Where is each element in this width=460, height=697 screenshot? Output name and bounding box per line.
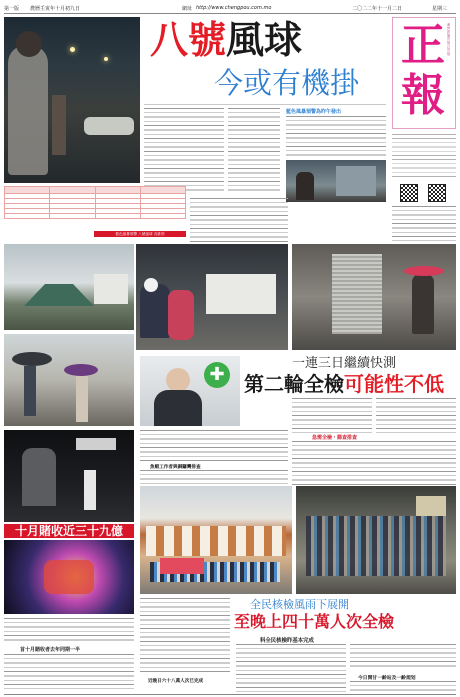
- story3-body-2: [350, 644, 456, 670]
- lead-headline-black: 風球: [226, 17, 303, 62]
- story4-subhead: 首十月賭收者去年同期一半: [20, 647, 81, 653]
- story3-kicker: 全民核檢風雨下展開: [250, 598, 349, 611]
- table-caption: 藍色風暴預警 八號風球 各級別: [94, 231, 186, 237]
- masthead-side-note: 澳門新聞出版社出版: [447, 23, 451, 56]
- lead-body-4: [392, 206, 456, 242]
- story2-headline: [244, 372, 444, 396]
- masthead-info: [392, 134, 456, 178]
- story3-body-4: [140, 598, 230, 674]
- colonnade-queue-photo: [140, 486, 292, 594]
- page-header: [4, 4, 456, 13]
- qr-codes: [398, 184, 450, 204]
- rain-night-photo: [4, 17, 140, 183]
- masthead-logo-1: 正: [401, 20, 445, 71]
- story2-body-2: [376, 398, 456, 434]
- store-shutter-photo: [292, 244, 456, 350]
- story3-caption-box: 近晚日六十八萬人次已完成: [148, 679, 204, 684]
- site-label: 網址: [182, 6, 193, 12]
- tent-photo: [4, 244, 134, 330]
- story3-headline: 至晚上四十萬人次全檢: [234, 612, 395, 631]
- official-portrait-photo: [140, 356, 240, 426]
- night-queue-photo: [296, 486, 456, 594]
- motorbike-truck-photo: [136, 244, 288, 350]
- side-box-body: [286, 116, 386, 156]
- weekday: 星期三: [432, 6, 448, 12]
- story3-body-3: [350, 681, 456, 693]
- story2-body-4: [140, 430, 288, 462]
- issue-date: 二〇二二年十一月二日: [352, 6, 403, 12]
- lead-headline: [150, 18, 302, 62]
- site-url[interactable]: http://www.chengpou.com.mo: [196, 5, 272, 11]
- story2-headline-red: 可能性不低: [344, 372, 444, 396]
- story3-body-1: [236, 644, 346, 692]
- story2-subhead2: 魚蝦工作者與銅鑼灣排查: [150, 465, 201, 470]
- qr-code-icon: [400, 184, 418, 202]
- header-rule: [4, 13, 456, 14]
- story2-headline-black: 第二輪全檢: [244, 372, 344, 396]
- story2-body-3: [292, 441, 456, 487]
- story4-headline: 十月賭收近三十九億: [4, 524, 134, 538]
- typhoon-street-photo: [286, 160, 386, 202]
- health-logo-icon: ✚: [204, 362, 230, 388]
- lead-body-2: [228, 108, 280, 194]
- lead-body-1: [144, 108, 224, 194]
- story2-subhead: 急需全檢・篩查排查: [312, 435, 358, 441]
- story4-body-1: [4, 618, 134, 642]
- night-game-photo: [4, 430, 134, 522]
- side-box-title: 藍色風暴預警為昨午發出: [286, 109, 342, 115]
- page-number: 第一版: [4, 6, 20, 12]
- story2-body-5: [140, 470, 288, 484]
- story2-body-1: [292, 398, 372, 434]
- lead-headline-red: 八號: [150, 17, 227, 62]
- lead-body-3: [190, 198, 288, 242]
- masthead-logo-2: 報: [401, 70, 445, 121]
- casino-light-photo: [4, 540, 134, 614]
- masthead: [392, 17, 456, 129]
- story2-kicker: 一連三日繼續快測: [292, 356, 397, 371]
- umbrella-queue-photo: [4, 334, 134, 426]
- lunar-date: 農曆壬寅年十月初九日: [30, 6, 81, 12]
- story3-subhead1: 料全民核檢昨基本完成: [260, 638, 314, 644]
- qr-code-icon: [428, 184, 446, 202]
- lead-subheadline: 今或有機掛: [214, 66, 360, 100]
- story3-subhead2: 今日開甘一齡站及一齡規划: [358, 676, 416, 681]
- story4-body-2: [4, 654, 134, 692]
